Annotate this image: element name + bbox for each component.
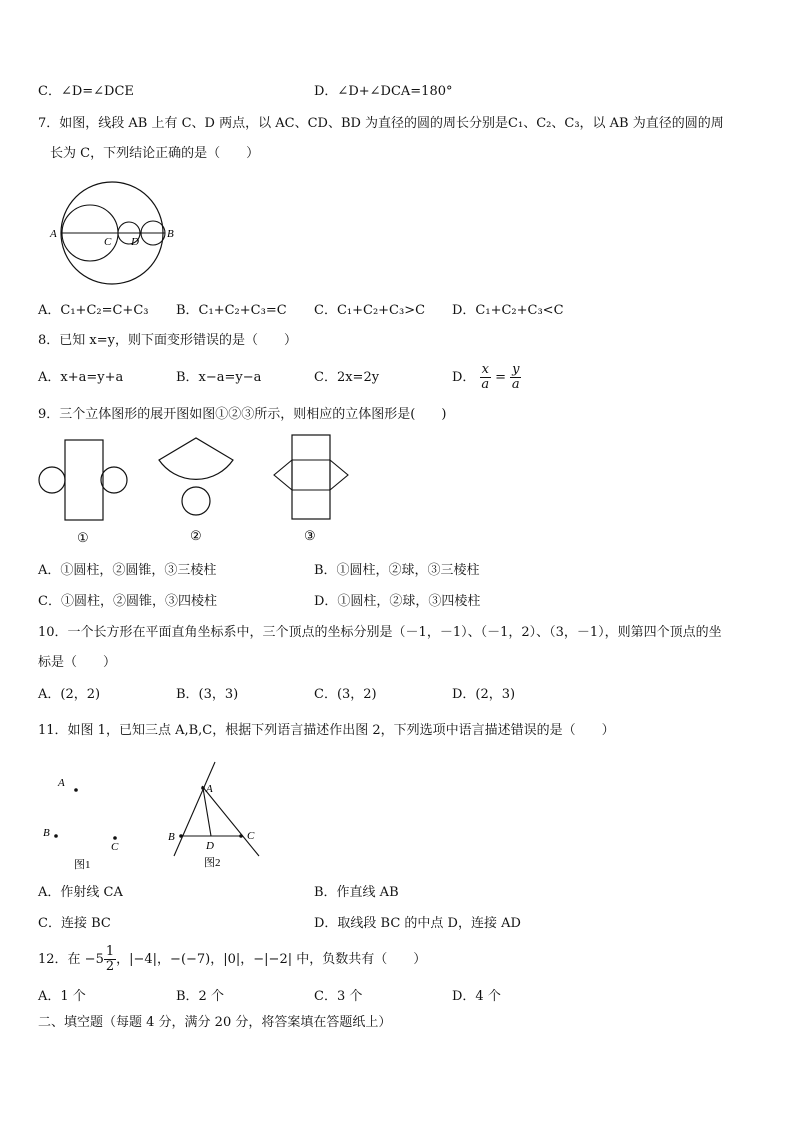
- q11-figure1: [38, 768, 138, 876]
- q7-label-c: C: [104, 236, 112, 248]
- q12-option-d: D．4 个: [452, 989, 501, 1004]
- q11-fig2-label-c: C: [247, 830, 255, 842]
- q7-stem-line2: 长为 C，下列结论正确的是（ ）: [50, 146, 260, 161]
- q7-label-d: D: [131, 236, 139, 248]
- q9-label-3: ③: [304, 528, 316, 543]
- q8-frac-right-den: a: [511, 377, 520, 392]
- q11-fig1-point-b: [54, 834, 58, 838]
- q8-option-c: C．2x=2y: [314, 370, 380, 385]
- q9-label-2: ②: [190, 528, 202, 543]
- q12-stem: [38, 943, 426, 977]
- q11-fig1-label-c: C: [111, 841, 119, 853]
- q8-frac-eq: =: [495, 370, 506, 385]
- q12-stem-before: 12．在 −5: [38, 952, 104, 967]
- q9-net2-circle: [182, 487, 210, 515]
- q9-figure: [34, 430, 364, 550]
- q11-stem: 11．如图 1，已知三点 A,B,C，根据下列语言描述作出图 2，下列选项中语言描述错误的是（ ）: [38, 723, 615, 738]
- q10-option-a: A．(2，2): [38, 687, 101, 702]
- q12-option-c: C．3 个: [314, 989, 363, 1004]
- q8-frac-left: [480, 363, 491, 392]
- q8-frac-right-num: y: [512, 362, 520, 377]
- q11-option-b: B．作直线 AB: [314, 885, 399, 900]
- q8-frac-left-num: x: [481, 362, 489, 377]
- q11-fig2-label-a: A: [206, 783, 213, 795]
- q10-stem-line2: 标是（ ）: [38, 655, 117, 670]
- q11-fig2-label-d: D: [206, 840, 214, 852]
- q10-option-c: C．(3，2): [314, 687, 377, 702]
- q6-option-d: D．∠D+∠DCA=180°: [314, 84, 453, 99]
- q8-option-d-label: D．: [452, 370, 476, 385]
- q12-fraction: [104, 945, 116, 974]
- q11-fig1-point-a: [74, 788, 78, 792]
- q11-fig1-caption: 图1: [74, 859, 91, 871]
- q12-option-b: B．2 个: [176, 989, 224, 1004]
- q11-option-c: C．连接 BC: [38, 916, 111, 931]
- section2-title: 二、填空题（每题 4 分，满分 20 分，将答案填在答题纸上）: [38, 1015, 392, 1030]
- q9-net1-rect: [65, 440, 103, 520]
- q9-net3-rect: [292, 435, 330, 519]
- q9-net1-circle-left: [39, 467, 65, 493]
- q9-option-c: C．①圆柱，②圆锥，③四棱柱: [38, 594, 217, 609]
- q11-option-d: D．取线段 BC 的中点 D，连接 AD: [314, 916, 521, 931]
- q11-fig1-label-b: B: [43, 827, 50, 839]
- q9-net1-circle-right: [101, 467, 127, 493]
- q8-option-a: A．x+a=y+a: [38, 370, 124, 385]
- q7-option-c: C．C₁+C₂+C₃>C: [314, 303, 426, 318]
- q10-stem-line1: 10．一个长方形在平面直角坐标系中，三个顶点的坐标分别是（－1，－1）、（－1，2）、（3，－1），则第四个顶点的坐: [38, 625, 722, 640]
- q11-fig2-label-b: B: [168, 831, 175, 843]
- q7-label-a: A: [50, 228, 57, 240]
- q9-option-a: A．①圆柱，②圆锥，③三棱柱: [38, 563, 217, 578]
- q8-option-d: [452, 360, 521, 396]
- q11-fig1-point-c: [113, 836, 117, 840]
- q9-stem: 9．三个立体图形的展开图如图①②③所示，则相应的立体图形是( ): [38, 407, 447, 422]
- q7-label-b: B: [167, 228, 174, 240]
- q8-option-b: B．x−a=y−a: [176, 370, 262, 385]
- q11-fig1-label-a: A: [58, 777, 65, 789]
- q10-option-b: B．(3，3): [176, 687, 239, 702]
- q7-option-b: B．C₁+C₂+C₃=C: [176, 303, 287, 318]
- q8-stem: 8．已知 x=y，则下面变形错误的是（ ）: [38, 333, 297, 348]
- q9-net2-sector: [159, 438, 233, 479]
- q7-option-d: D．C₁+C₂+C₃<C: [452, 303, 564, 318]
- q9-net3-triangle-left: [274, 460, 292, 490]
- q12-frac-den: 2: [105, 959, 115, 974]
- q12-option-a: A．1 个: [38, 989, 86, 1004]
- q12-stem-after: ，|−4|，−(−7)，|0|，−|−2| 中，负数共有（ ）: [116, 952, 427, 967]
- q6-option-c: C．∠D=∠DCE: [38, 84, 134, 99]
- q9-label-1: ①: [77, 530, 89, 545]
- q8-frac-left-den: a: [481, 377, 490, 392]
- q7-stem-line1: 7．如图，线段 AB 上有 C、D 两点，以 AC、CD、BD 为直径的圆的周长分别是C₁、C₂、C₃，以 AB 为直径的圆的周: [38, 116, 724, 131]
- q8-frac-right: [510, 363, 521, 392]
- q9-net3-triangle-right: [330, 460, 348, 490]
- q11-fig2-caption: 图2: [204, 857, 221, 869]
- q7-option-a: A．C₁+C₂=C+C₃: [38, 303, 149, 318]
- q11-figure2: [160, 756, 270, 876]
- q9-option-d: D．①圆柱，②球，③四棱柱: [314, 594, 481, 609]
- q9-option-b: B．①圆柱，②球，③三棱柱: [314, 563, 480, 578]
- q7-figure: [48, 175, 178, 290]
- q11-option-a: A．作射线 CA: [38, 885, 123, 900]
- q12-frac-num: 1: [105, 944, 115, 959]
- q10-option-d: D．(2，3): [452, 687, 516, 702]
